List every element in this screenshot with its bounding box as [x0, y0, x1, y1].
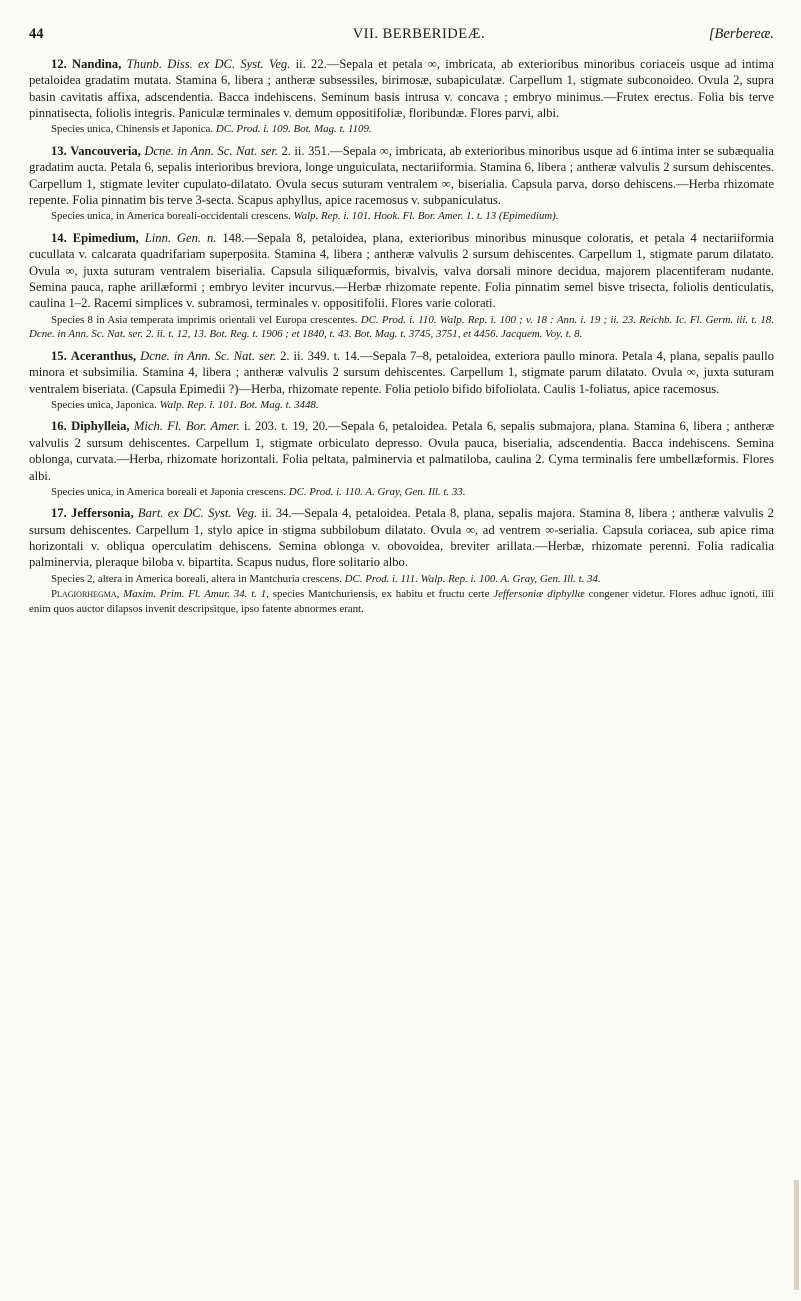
- plagiorhegma-note: [29, 587, 774, 616]
- genus-name: Aceranthus,: [70, 348, 137, 363]
- genus-name: Diphylleia,: [71, 419, 130, 434]
- entry-text: 2. ii. 351.—Sepala ∞, imbricata, ab exterioribus minoribus usque ad 6 intima inter se subæqualia gradatim aucta. Petala 6, sepalis interioribus breviora, longe unguiculata, nectariiformia. Stamina 6, libera ; antheræ valvulis 2 sursum dehiscentes. Carpellum 1, stigmate leviter cupulato-dilatato. Ovula secus suturam ventralem ∞, biserialia. Capsula parva, dorso dehiscens.—Herba rhizomate repente. Folia pinnatim bis terve 3-secta. Scapus aphyllus, apice racemosus v. subpaniculatus.: [29, 143, 775, 207]
- species-distribution: Species unica, in America boreali-occidentali crescens.: [51, 210, 291, 223]
- species-distribution: Species unica, Chinensis et Japonica.: [51, 123, 214, 136]
- note-text-end: congener videtur. Flores adhuc ignoti, illi enim quos auctor dilapsos invenit descripsitque, ipso fatente abnormes erant.: [29, 588, 774, 615]
- genus-entry-jeffersonia: [29, 505, 774, 616]
- entry-description: [29, 56, 774, 121]
- species-note: [29, 209, 774, 224]
- species-references: DC. Prod. i. 110. Walp. Rep. i. 100 ; v. 18 : Ann. i. 19 ; ii. 23. Reichb. Ic. Fl. Germ. iii. t. 18. Dcne. in Ann. Sc. Nat. ser. 2. ii. t. 12, 13. Bot. Reg. t. 1906 ; et 1840, t. 43. Bot. Mag. t. 3745, 3751, et 4456. Jacquem. Voy. t. 8.: [29, 313, 774, 341]
- species-references: DC. Prod. i. 109. Bot. Mag. t. 1109.: [215, 123, 372, 136]
- note-species-name: Jeffersoniæ diphyllæ: [493, 588, 585, 601]
- genus-entry-aceranthus: [29, 348, 774, 413]
- running-title: VII. BERBERIDEÆ.: [352, 26, 486, 42]
- page: [29, 26, 774, 623]
- species-note: [29, 485, 774, 500]
- species-distribution: Species unica, in America boreali et Japonia crescens.: [51, 485, 286, 498]
- species-references: Walp. Rep. i. 101. Bot. Mag. t. 3448.: [159, 398, 319, 411]
- species-note: [29, 122, 774, 137]
- page-number: 44: [29, 26, 44, 42]
- entry-text: ii. 34.—Sepala 4, petaloidea. Petala 8, plana, sepalis majora. Stamina 8, libera ; antheræ valvulis 2 sursum dehiscentes. Carpellum 1, stylo apice in stigma subbilobum dilatato. Ovula ∞, ad ventrem ∞-serialia. Capsula coriacea, sub apice rima horizontali v. obliqua operculatim dehiscens. Semina oblonga v. obovoidea, breviter arillata.—Herbæ, rhizomate perenni. Folia radicalia palminervia, pleraque biloba v. bipartita. Scapus nudus, flore solitario albo.: [29, 506, 774, 570]
- entry-text: 2. ii. 349. t. 14.—Sepala 7–8, petaloidea, exteriora paullo minora. Petala 4, plana, sepalis paullo minora et subsimilia. Stamina 4, libera ; antheræ valvulis 2 sursum dehiscentes. Carpellum 1, stigmate parum dilatato. Ovula ∞, juxta suturam ventralem biseriata. (Capsula Epimedii ?)—Herba, rhizomate repente. Folia petiolo bifido bifoliolata. Caulis 1-foliatus, apice racemosus.: [29, 348, 775, 396]
- genus-authority: Bart. ex DC. Syst. Veg.: [137, 506, 258, 521]
- genus-authority: Mich. Fl. Bor. Amer.: [133, 419, 240, 434]
- note-text: species Mantchuriensis, ex habitu et fructu certe: [272, 588, 490, 601]
- entry-description: [29, 143, 774, 208]
- genus-authority: Dcne. in Ann. Sc. Nat. ser.: [144, 143, 278, 158]
- genus-name: Epimedium,: [72, 230, 139, 245]
- entry-number: 14.: [51, 230, 67, 245]
- genus-name: Jeffersonia,: [71, 506, 134, 521]
- species-references: Walp. Rep. i. 101. Hook. Fl. Bor. Amer. 1. t. 13 (Epimedium).: [293, 210, 559, 223]
- entry-description: [29, 348, 774, 397]
- entry-text: i. 203. t. 19, 20.—Sepala 6, petaloidea. Petala 6, sepalis submajora, plana. Stamina 6, libera ; antheræ valvulis 2 sursum dehiscentes. Carpellum 1, stigmate orbiculato depresso. Ovula pauca, biserialia, adscendentia. Bacca indehiscens. Semina oblonga, curvata.—Herba, rhizomate horizontali. Folia peltata, palminervia et palmatiloba, caulina 2. Cyma terminalis fere umbellæformis. Flores albi.: [29, 419, 774, 483]
- note-genus: Plagiorhegma,: [51, 588, 120, 601]
- entry-description: [29, 505, 774, 570]
- species-note: [29, 398, 774, 413]
- section-title: [Berbereæ.: [708, 26, 774, 42]
- entry-description: [29, 418, 774, 483]
- species-references: DC. Prod. i. 110. A. Gray, Gen. Ill. t. 33.: [288, 485, 466, 498]
- entry-text: ii. 22.—Sepala et petala ∞, imbricata, ab exterioribus minoribus coriaceis usque ad intima petaloidea gradatim mutata. Stamina 6, libera ; antheræ subsessiles, birimosæ, subapiculatæ. Carpellum 1, stigmate subconoideo. Ovula 2, supra basin cavitatis affixa, adscendentia. Bacca indehiscens. Seminum basis intrusa v. concava ; embryo minimus.—Frutex erectus. Folia bis terve pinnatisecta, foliolis integris. Paniculæ terminales v. demum oppositifoliæ, floribundæ. Flores parvi, albi.: [29, 57, 775, 121]
- species-distribution: Species 2, altera in America boreali, altera in Mantchuria crescens.: [51, 572, 342, 585]
- species-references: DC. Prod. i. 111. Walp. Rep. i. 100. A. Gray, Gen. Ill. t. 34.: [344, 572, 601, 585]
- running-header: [29, 26, 774, 44]
- entry-number: 13.: [51, 143, 67, 158]
- genus-entry-nandina: [29, 56, 774, 137]
- genus-entry-vancouveria: [29, 143, 774, 224]
- entry-number: 17.: [51, 506, 67, 521]
- entry-number: 12.: [51, 57, 67, 71]
- entry-text: 148.—Sepala 8, petaloidea, plana, exterioribus minoribus minusque coloratis, et petala 4 nectariiformia cucullata v. calcarata quadrifariam superposita. Stamina 4, libera ; antheræ valvulis 2 sursum dehiscentes. Carpellum 1, stigmate parum dilatato. Ovula ∞, juxta suturam ventralem biserialia. Capsula siliquæformis, bivalvis, valva dorsali minore decidua, majorem placentiferam nudante. Semina pauca, raphe arillæformi ; embryo leviter incurvus.—Herbæ rhizomate repente. Folia pinnatim semel bisve trisecta, foliolis denticulatis, caulina 1–2. Racemi simplices v. subramosi, terminales v. oppositifolii. Flores varie colorati.: [29, 230, 774, 311]
- entry-number: 15.: [51, 348, 67, 363]
- genus-name: Vancouveria,: [70, 143, 141, 158]
- genus-entry-diphylleia: [29, 418, 774, 499]
- genus-authority: Dcne. in Ann. Sc. Nat. ser.: [140, 348, 277, 363]
- genus-authority: Linn. Gen. n.: [144, 230, 217, 245]
- species-distribution: Species unica, Japonica.: [51, 398, 157, 411]
- species-note: [29, 313, 774, 342]
- genus-authority: Thunb. Diss. ex DC. Syst. Veg.: [126, 57, 291, 71]
- note-reference: Maxim. Prim. Fl. Amur. 34. t. 1,: [123, 588, 269, 601]
- species-note: [29, 572, 774, 587]
- entry-number: 16.: [51, 419, 67, 434]
- species-distribution: Species 8 in Asia temperata imprimis orientali vel Europa crescentes.: [51, 313, 358, 326]
- page-edge-shadow: [794, 1180, 799, 1290]
- genus-name: Nandina,: [72, 57, 122, 71]
- entry-description: [29, 230, 774, 312]
- genus-entry-epimedium: [29, 230, 774, 342]
